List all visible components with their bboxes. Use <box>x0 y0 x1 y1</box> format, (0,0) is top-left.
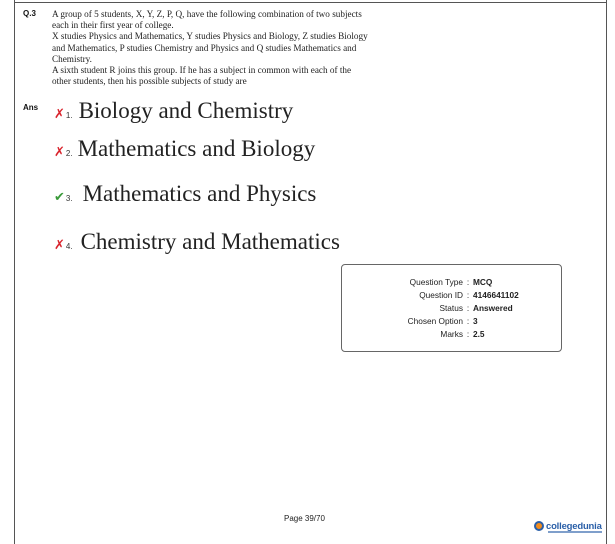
question-number: Q.3 <box>23 9 36 18</box>
info-separator: : <box>466 329 470 339</box>
answer-label: Ans <box>23 103 39 112</box>
info-value: Answered <box>473 303 513 313</box>
info-row-marks <box>342 329 561 339</box>
option-text: Mathematics and Physics <box>82 181 317 206</box>
question-text <box>52 9 432 87</box>
info-key: Question Type <box>409 277 463 287</box>
question-line: each in their first year of college. <box>52 20 174 31</box>
info-separator: : <box>466 277 470 287</box>
option-4 <box>54 229 340 255</box>
checkmark-icon: ✔ <box>54 190 65 205</box>
option-text: Biology and Chemistry <box>78 98 294 123</box>
question-line: Chemistry. <box>52 53 92 64</box>
info-key: Marks <box>440 329 463 339</box>
option-1 <box>54 98 293 124</box>
cross-icon: ✗ <box>54 107 65 122</box>
info-value: 4146641102 <box>473 290 519 300</box>
info-separator: : <box>466 303 470 313</box>
logo-text: collegedunia <box>546 520 602 532</box>
info-row-question-type <box>342 277 561 287</box>
info-key: Status <box>439 303 463 313</box>
option-text: Mathematics and Biology <box>77 136 316 161</box>
info-row-question-id <box>342 290 561 300</box>
info-key: Chosen Option <box>407 316 463 326</box>
info-value: 2.5 <box>473 329 485 339</box>
option-3 <box>54 181 316 207</box>
info-row-status <box>342 303 561 313</box>
option-number: 2. <box>65 149 73 158</box>
option-text: Chemistry and Mathematics <box>80 229 340 254</box>
question-info-box <box>341 264 562 352</box>
info-value: 3 <box>473 316 478 326</box>
top-border <box>14 2 607 3</box>
option-number: 1. <box>65 111 73 120</box>
collegedunia-logo[interactable] <box>534 515 606 537</box>
cross-icon: ✗ <box>54 145 65 160</box>
info-separator: : <box>466 316 470 326</box>
info-separator: : <box>466 290 470 300</box>
info-key: Question ID <box>419 290 463 300</box>
option-2 <box>54 136 315 162</box>
logo-icon <box>534 521 544 531</box>
info-value: MCQ <box>473 277 493 287</box>
info-row-chosen-option <box>342 316 561 326</box>
cross-icon: ✗ <box>54 238 65 253</box>
question-line: A group of 5 students, X, Y, Z, P, Q, have the following combination of two subjects <box>52 9 362 19</box>
question-line: other students, then his possible subjects of study are <box>52 76 247 87</box>
page-number: Page 39/70 <box>284 514 325 523</box>
logo-tagline-bar <box>548 531 602 533</box>
question-line: A sixth student R joins this group. If he has a subject in common with each of the <box>52 65 352 76</box>
option-number: 3. <box>65 194 73 203</box>
question-line: X studies Physics and Mathematics, Y studies Physics and Biology, Z studies Biology <box>52 31 368 42</box>
option-number: 4. <box>65 242 73 251</box>
question-line: and Mathematics, P studies Chemistry and Physics and Q studies Mathematics and <box>52 42 357 53</box>
